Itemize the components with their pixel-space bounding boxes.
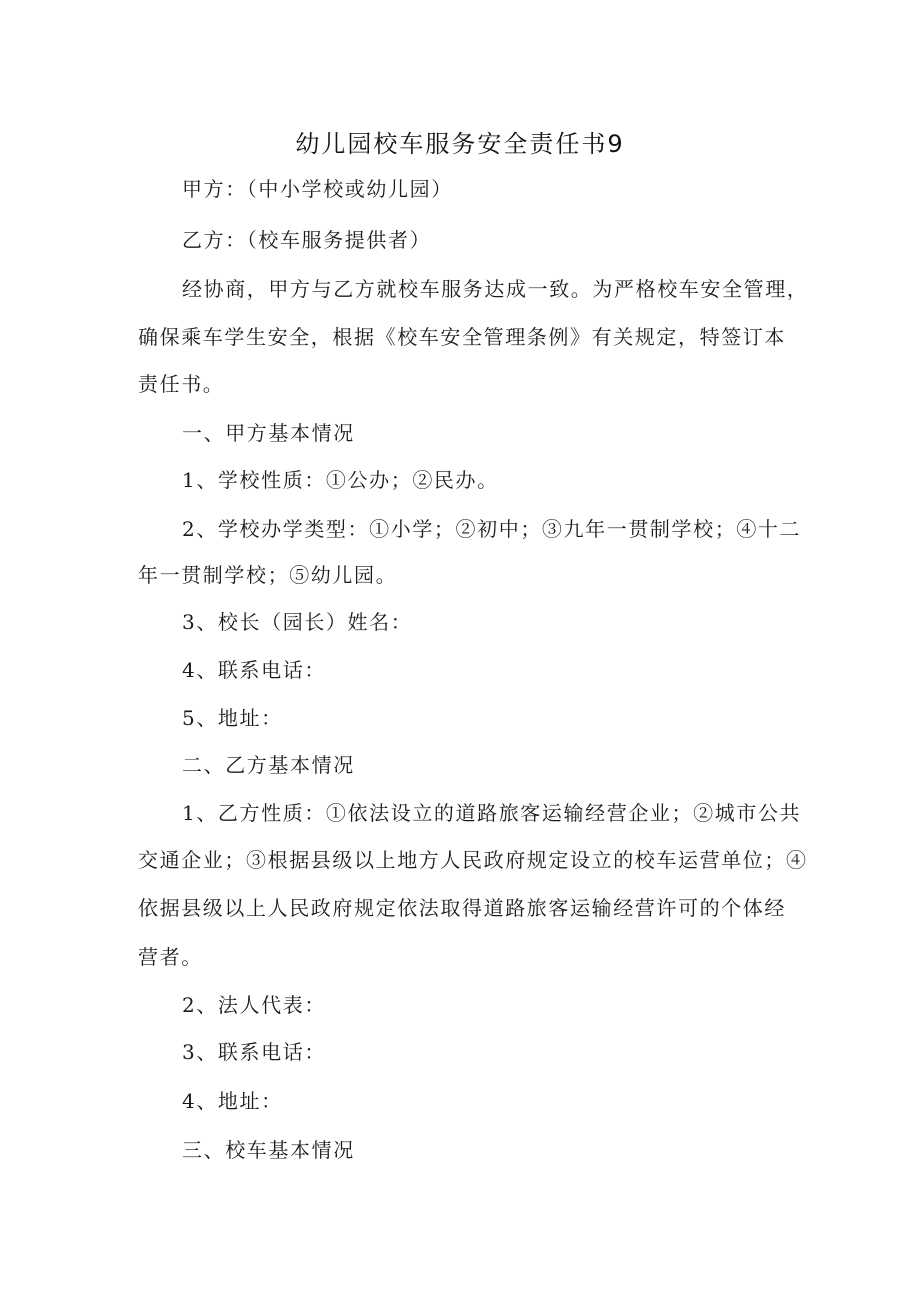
intro-paragraph-line-2: 确保乘车学生安全，根据《校车安全管理条例》有关规定，特签订本 — [138, 325, 786, 349]
party-b-item-1-line-3: 依据县级以上人民政府规定依法取得道路旅客运输经营许可的个体经 — [138, 896, 786, 920]
party-a-item-1: 1、学校性质：①公办；②民办。 — [182, 468, 499, 492]
party-b-item-4: 4、地址： — [182, 1089, 283, 1113]
party-b-item-1-line-4: 营者。 — [138, 945, 203, 969]
party-b-item-2: 2、法人代表： — [182, 993, 326, 1017]
section-heading-party-a: 一、甲方基本情况 — [182, 421, 355, 445]
party-a-line: 甲方：（中小学校或幼儿园） — [182, 177, 453, 201]
party-b-item-1-line-1: 1、乙方性质：①依法设立的道路旅客运输经营企业；②城市公共 — [182, 801, 802, 825]
section-heading-party-b: 二、乙方基本情况 — [182, 753, 355, 777]
intro-paragraph-line-3: 责任书。 — [138, 372, 225, 396]
party-a-item-3: 3、校长（园长）姓名： — [182, 610, 413, 634]
section-heading-school-bus: 三、校车基本情况 — [182, 1138, 355, 1162]
intro-paragraph-line-1: 经协商，甲方与乙方就校车服务达成一致。为严格校车安全管理， — [182, 277, 809, 301]
party-a-item-4: 4、联系电话： — [182, 658, 326, 682]
party-b-item-1-line-2: 交通企业；③根据县级以上地方人民政府规定设立的校车运营单位；④ — [138, 848, 808, 872]
party-a-item-2-line-1: 2、学校办学类型：①小学；②初中；③九年一贯制学校；④十二 — [182, 517, 802, 541]
document-title: 幼儿园校车服务安全责任书9 — [295, 130, 625, 158]
party-b-item-3: 3、联系电话： — [182, 1040, 326, 1064]
party-a-item-2-line-2: 年一贯制学校；⑤幼儿园。 — [138, 563, 398, 587]
party-b-line: 乙方：（校车服务提供者） — [182, 228, 432, 252]
party-a-item-5: 5、地址： — [182, 706, 283, 730]
